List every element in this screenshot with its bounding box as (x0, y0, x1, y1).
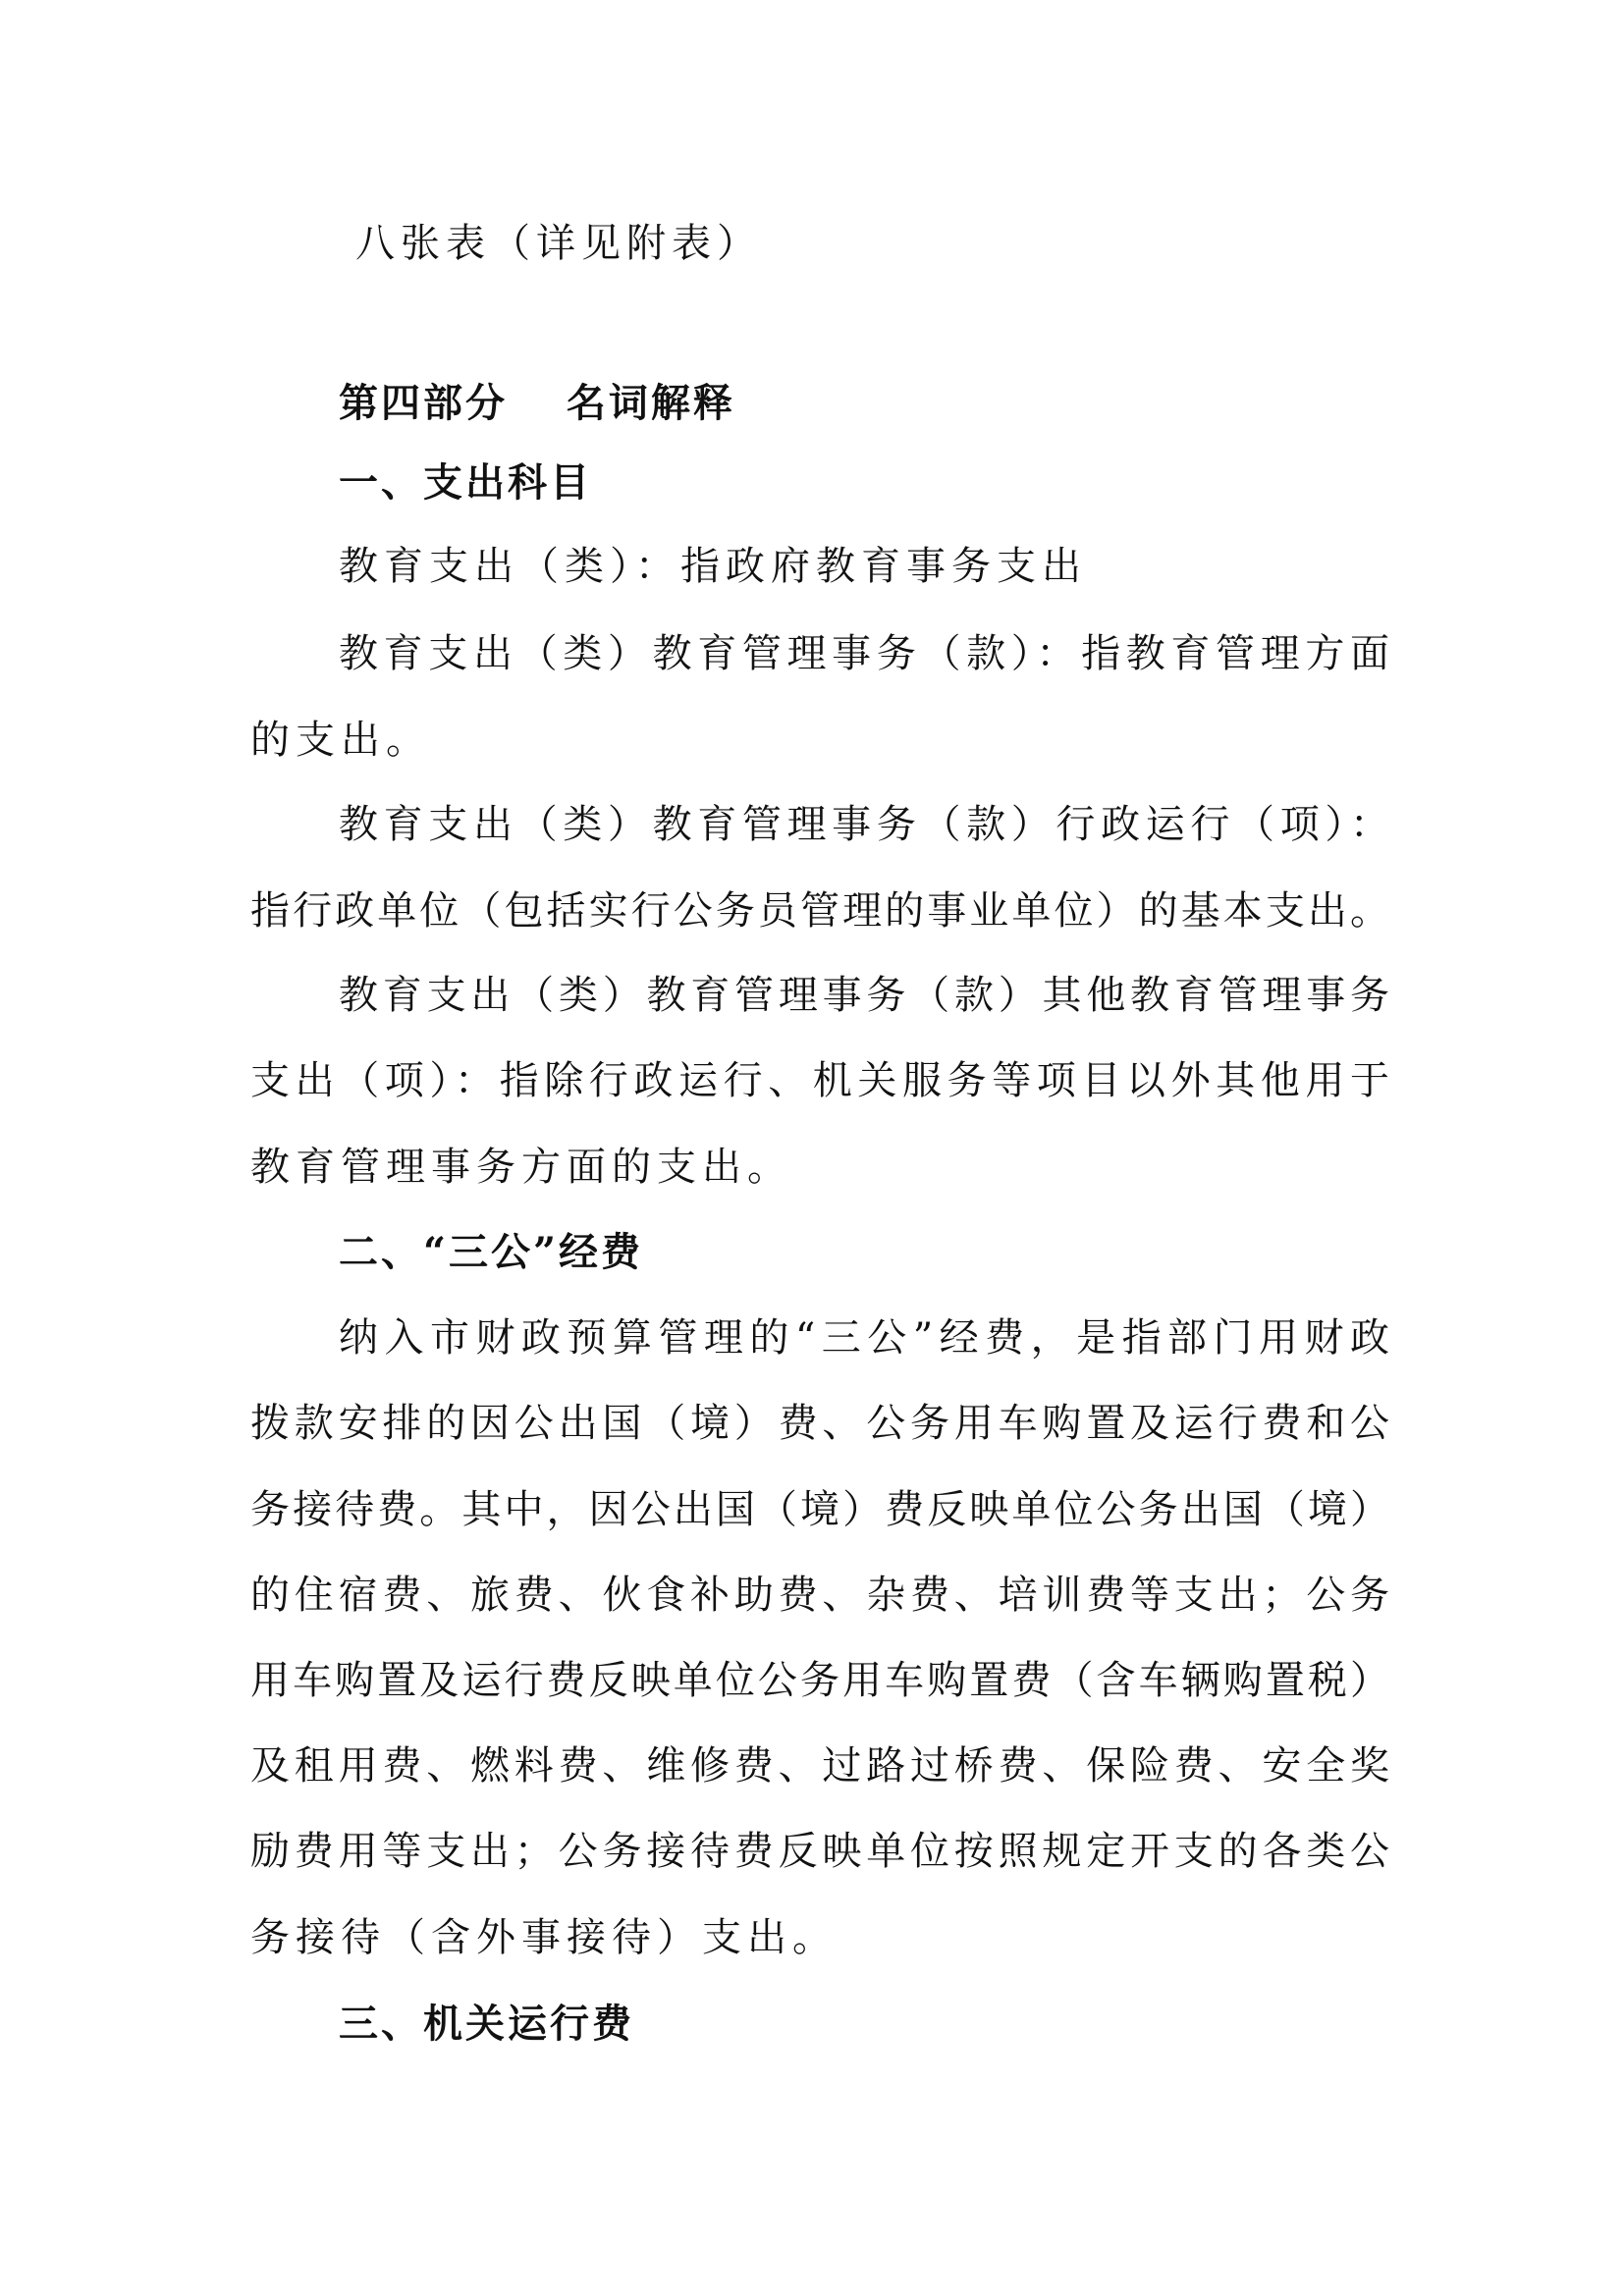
section2-line1: 纳入市财政预算管理的“三公”经费，是指部门用财政 (339, 1315, 1389, 1361)
section1-p3-line2: 指行政单位（包括实行公务员管理的事业单位）的基本支出。 (250, 888, 1389, 934)
top-line: 八张表（详见附表） (355, 221, 762, 266)
section1-p2-line1: 教育支出（类）教育管理事务（款）：指教育管理方面 (339, 631, 1389, 676)
section2-line3: 务接待费。其中，因公出国（境）费反映单位公务出国（境） (250, 1487, 1389, 1532)
section2-line2: 拨款安排的因公出国（境）费、公务用车购置及运行费和公 (250, 1401, 1389, 1446)
section2-line4: 的住宿费、旅费、伙食补助费、杂费、培训费等支出；公务 (250, 1573, 1389, 1618)
section2-line6: 及租用费、燃料费、维修费、过路过桥费、保险费、安全奖 (250, 1743, 1389, 1789)
section2-line7: 励费用等支出；公务接待费反映单位按照规定开支的各类公 (250, 1829, 1389, 1874)
section1-p4-line1: 教育支出（类）教育管理事务（款）其他教育管理事务 (339, 973, 1389, 1018)
part-title: 第四部分 名词解释 (339, 380, 735, 426)
section2-heading: 二、“三公”经费 (339, 1229, 644, 1275)
section1-p2-line2: 的支出。 (250, 718, 431, 763)
section2-line5: 用车购置及运行费反映单位公务用车购置费（含车辆购置税） (250, 1658, 1389, 1703)
section1-p4-line2: 支出（项）：指除行政运行、机关服务等项目以外其他用于 (250, 1058, 1389, 1103)
section1-p1: 教育支出（类）：指政府教育事务支出 (339, 544, 1087, 589)
section1-p3-line1: 教育支出（类）教育管理事务（款）行政运行（项）： (339, 802, 1389, 847)
section1-heading: 一、支出科目 (339, 459, 592, 506)
section1-p4-line3: 教育管理事务方面的支出。 (250, 1145, 792, 1190)
section3-heading: 三、机关运行费 (339, 2001, 634, 2047)
section2-line8: 务接待（含外事接待）支出。 (250, 1915, 838, 1960)
